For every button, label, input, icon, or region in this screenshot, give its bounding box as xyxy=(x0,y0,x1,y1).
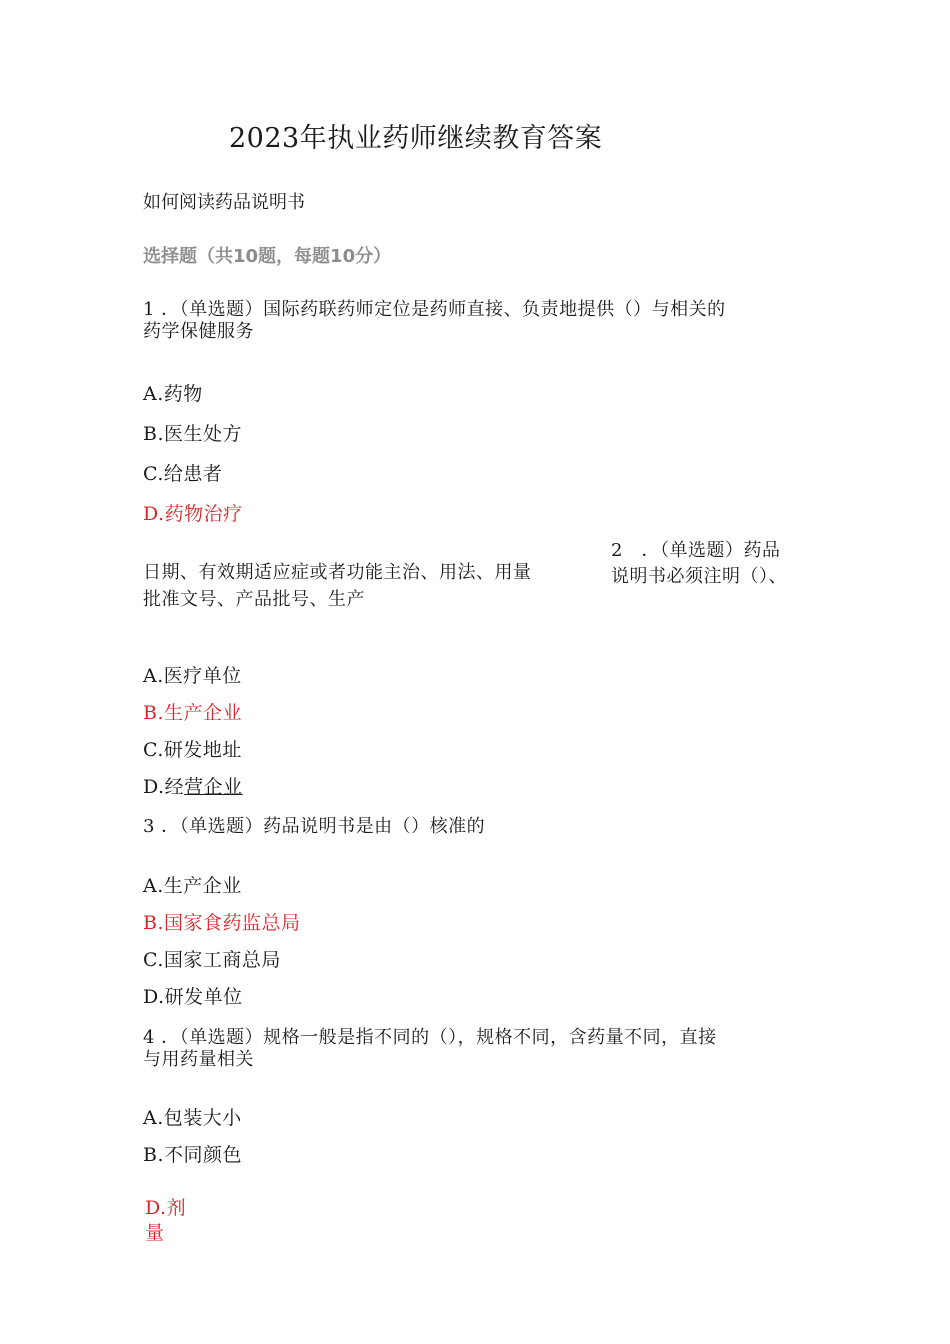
question-4-text xyxy=(143,1027,717,1071)
question-1-option-d-correct: D.药物治疗 xyxy=(143,503,243,525)
document-title: 2023年执业药师继续教育答案 xyxy=(229,123,603,154)
question-3-text: 3 ．（单选题）药品说明书是由（）核准的 xyxy=(143,816,486,837)
question-1-option-c: C.给患者 xyxy=(143,463,223,485)
question-4-line-2: 与用药量相关 xyxy=(143,1049,254,1070)
question-3-option-c: C.国家工商总局 xyxy=(143,949,281,971)
question-4-option-a: A.包装大小 xyxy=(143,1107,242,1129)
question-2-option-b-correct: B.生产企业 xyxy=(143,702,243,724)
question-3-option-b-correct: B.国家食药监总局 xyxy=(143,912,301,934)
question-2-left-line-2: 批准文号、产品批号、生产 xyxy=(143,589,365,610)
question-4-option-d-line-2: 量 xyxy=(145,1222,165,1244)
question-4-line-1: 4 ．（单选题）规格一般是指不同的（），规格不同，含药量不同，直接 xyxy=(143,1027,717,1048)
question-1-line-2: 药学保健服务 xyxy=(143,321,254,342)
question-3-option-a: A.生产企业 xyxy=(143,875,242,897)
question-4-option-b: B.不同颜色 xyxy=(143,1144,243,1166)
question-2-option-a: A.医疗单位 xyxy=(143,665,242,687)
question-2-left-column xyxy=(143,559,532,613)
question-1-line-1: 1 ．（单选题）国际药联药师定位是药师直接、负责地提供（）与相关的 xyxy=(143,299,726,320)
section-heading: 选择题（共10题，每题10分） xyxy=(143,246,392,267)
question-3-option-d: D.研发单位 xyxy=(143,986,243,1008)
question-2-right-line-1: 2 ．（单选题）药品 xyxy=(611,540,781,561)
question-2-left-line-1: 日期、有效期适应症或者功能主治、用法、用量 xyxy=(143,562,532,583)
question-2-option-d xyxy=(143,772,243,799)
question-1-text xyxy=(143,299,726,343)
question-4-option-d-correct xyxy=(145,1196,186,1246)
question-1-option-a: A.药物 xyxy=(143,383,203,405)
question-2-option-d-prefix: D.经 xyxy=(143,776,185,798)
question-2-right-column xyxy=(611,538,787,590)
question-1-option-b: B.医生处方 xyxy=(143,423,243,445)
question-4-option-d-line-1: D.剂 xyxy=(145,1197,187,1219)
question-2-option-c: C.研发地址 xyxy=(143,739,242,761)
document-subtitle: 如何阅读药品说明书 xyxy=(143,192,305,213)
question-2-option-d-underlined: 营企业 xyxy=(184,776,243,798)
question-2-right-line-2: 说明书必须注明（）、 xyxy=(611,566,787,587)
